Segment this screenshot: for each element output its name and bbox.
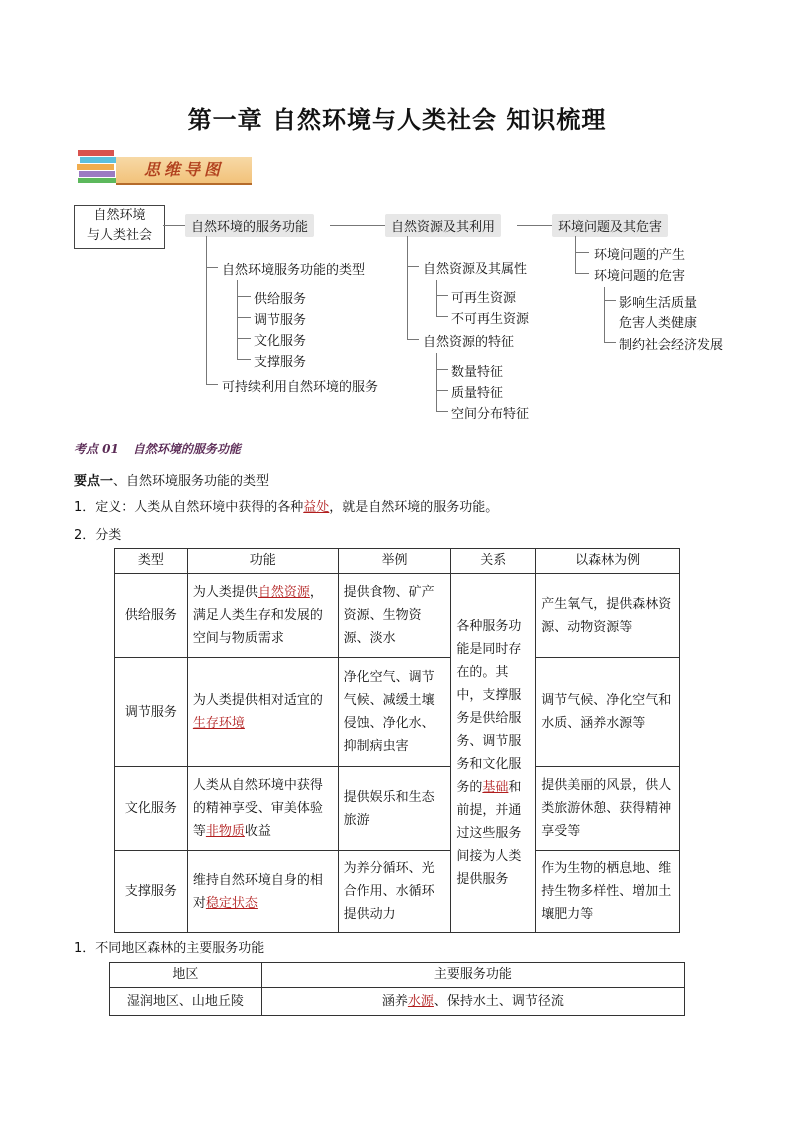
relation-text: 各种服务功能是同时存在的。其中，支撑服务是供给服务、调节服务和文化服务的 <box>456 619 522 795</box>
function-cell <box>187 767 338 851</box>
service-key: 水源 <box>407 994 434 1009</box>
connector <box>237 280 238 360</box>
function-key: 自然资源 <box>257 585 310 600</box>
connector <box>237 317 251 318</box>
function-key: 生存环境 <box>192 716 245 731</box>
node-spatial: 空间分布特征 <box>451 407 530 422</box>
example-cell: 净化空气、调节气候、减缓土壤侵蚀、净化水、抑制病虫害 <box>338 658 451 767</box>
example-cell: 提供食物、矿产资源、生物资源、淡水 <box>338 574 451 658</box>
node-renewable: 可再生资源 <box>451 291 517 306</box>
function-cell <box>187 851 338 933</box>
function-text: 维持自然环境自身的相对 <box>192 872 323 911</box>
definition-key: 益处 <box>303 500 330 515</box>
connector <box>436 390 448 391</box>
node-life-quality: 影响生活质量 <box>619 296 698 311</box>
forest-region-table <box>109 962 685 1016</box>
mind-map-banner-label: 思维导图 <box>144 160 225 179</box>
function-text: 人类从自然环境中获得的精神享受、审美体验等 <box>192 778 323 839</box>
connector <box>436 353 437 412</box>
column-header: 举例 <box>338 549 451 574</box>
example-cell: 为养分循环、光合作用、水循环提供动力 <box>338 851 451 933</box>
connector <box>237 296 251 297</box>
branch-environment-problems: 环境问题及其危害 <box>552 214 668 237</box>
forest-functions-heading: 1．不同地区森林的主要服务功能 <box>74 941 265 956</box>
connector <box>604 342 616 343</box>
section-name: 自然环境的服务功能 <box>132 442 241 456</box>
function-cell <box>187 658 338 767</box>
column-header: 关系 <box>451 549 536 574</box>
books-icon <box>76 146 118 184</box>
table-header-row <box>115 549 680 574</box>
connector <box>206 236 207 384</box>
function-text: 为人类提供相对适宜的 <box>192 693 323 708</box>
node-quality: 质量特征 <box>451 386 504 401</box>
page-title: 第一章 自然环境与人类社会 知识梳理 <box>187 105 607 134</box>
service-cell <box>261 988 684 1016</box>
function-text: ，满足人类生存和发展的空间与物质需求 <box>192 585 323 646</box>
connector <box>604 300 616 301</box>
connector <box>436 411 448 412</box>
table-row <box>115 658 680 767</box>
node-quantity: 数量特征 <box>451 365 504 380</box>
connector <box>206 267 218 268</box>
forest-cell: 调节气候、净化空气和水质、涵养水源等 <box>536 658 680 767</box>
column-header: 功能 <box>187 549 338 574</box>
forest-cell: 产生氧气，提供森林资源、动物资源等 <box>536 574 680 658</box>
table-row <box>110 988 685 1016</box>
connector <box>604 287 605 342</box>
relation-key: 基础 <box>482 780 509 795</box>
column-header: 以森林为例 <box>536 549 680 574</box>
mindmap-root-line1: 自然环境 <box>93 208 146 223</box>
classification-label: 2．分类 <box>74 528 122 543</box>
connector <box>575 273 589 274</box>
node-service-types: 自然环境服务功能的类型 <box>222 263 366 278</box>
connector <box>517 225 552 226</box>
function-cell <box>187 574 338 658</box>
branch-service-function: 自然环境的服务功能 <box>185 214 314 237</box>
connector <box>575 252 589 253</box>
connector <box>436 369 448 370</box>
connector <box>436 316 448 317</box>
node-regulate: 调节服务 <box>254 313 307 328</box>
type-cell: 供给服务 <box>115 574 188 658</box>
connector <box>237 359 251 360</box>
connector <box>407 236 408 339</box>
node-problem-harm: 环境问题的危害 <box>594 269 686 284</box>
node-nonrenewable: 不可再生资源 <box>451 312 530 327</box>
definition <box>74 496 498 515</box>
function-text: 为人类提供 <box>192 585 258 600</box>
service-text: 、保持水土、调节径流 <box>433 994 564 1009</box>
node-support: 支撑服务 <box>254 355 307 370</box>
section-heading <box>74 440 241 457</box>
region-cell: 湿润地区、山地丘陵 <box>110 988 262 1016</box>
column-header: 类型 <box>115 549 188 574</box>
connector <box>163 225 185 226</box>
node-problem-cause: 环境问题的产生 <box>594 248 686 263</box>
connector <box>330 225 385 226</box>
relation-cell <box>451 574 536 933</box>
definition-suffix: ，就是自然环境的服务功能。 <box>329 500 499 515</box>
mindmap-root-line2: 与人类社会 <box>86 228 152 243</box>
section-number: 考点 01 <box>74 442 119 456</box>
mindmap-root <box>74 205 165 249</box>
connector <box>407 266 419 267</box>
point-one-text: 、自然环境服务功能的类型 <box>113 474 270 489</box>
branch-natural-resources: 自然资源及其利用 <box>385 214 501 237</box>
connector <box>206 384 218 385</box>
point-one <box>74 470 269 489</box>
column-header: 主要服务功能 <box>261 963 684 988</box>
column-header: 地区 <box>110 963 262 988</box>
function-key: 稳定状态 <box>205 895 258 911</box>
service-types-table <box>114 548 680 933</box>
table-row <box>115 574 680 658</box>
point-one-label: 要点一 <box>74 474 114 489</box>
connector <box>575 236 576 273</box>
connector <box>436 280 437 317</box>
node-economy: 制约社会经济发展 <box>619 338 724 353</box>
type-cell: 调节服务 <box>115 658 188 767</box>
connector <box>407 339 419 340</box>
connector <box>237 338 251 339</box>
service-text: 涵养 <box>381 994 408 1009</box>
type-cell: 文化服务 <box>115 767 188 851</box>
node-resource-attributes: 自然资源及其属性 <box>423 262 528 277</box>
forest-cell: 提供美丽的风景，供人类旅游休憩、获得精神享受等 <box>536 767 680 851</box>
relation-text: 和前提，并通过这些服务间接为人类提供服务 <box>456 780 522 887</box>
node-resource-features: 自然资源的特征 <box>423 335 515 350</box>
node-culture: 文化服务 <box>254 334 307 349</box>
example-cell: 提供娱乐和生态旅游 <box>338 767 451 851</box>
node-health: 危害人类健康 <box>619 316 698 331</box>
forest-cell: 作为生物的栖息地、维持生物多样性、增加土壤肥力等 <box>536 851 680 933</box>
definition-prefix: 1．定义：人类从自然环境中获得的各种 <box>74 500 304 515</box>
type-cell: 支撑服务 <box>115 851 188 933</box>
table-header-row <box>110 963 685 988</box>
node-sustainable-use: 可持续利用自然环境的服务 <box>222 380 379 395</box>
table-row <box>115 851 680 933</box>
function-key: 非物质 <box>205 824 245 839</box>
node-supply: 供给服务 <box>254 292 307 307</box>
function-text: 收益 <box>244 824 271 839</box>
connector <box>436 295 448 296</box>
table-row <box>115 767 680 851</box>
